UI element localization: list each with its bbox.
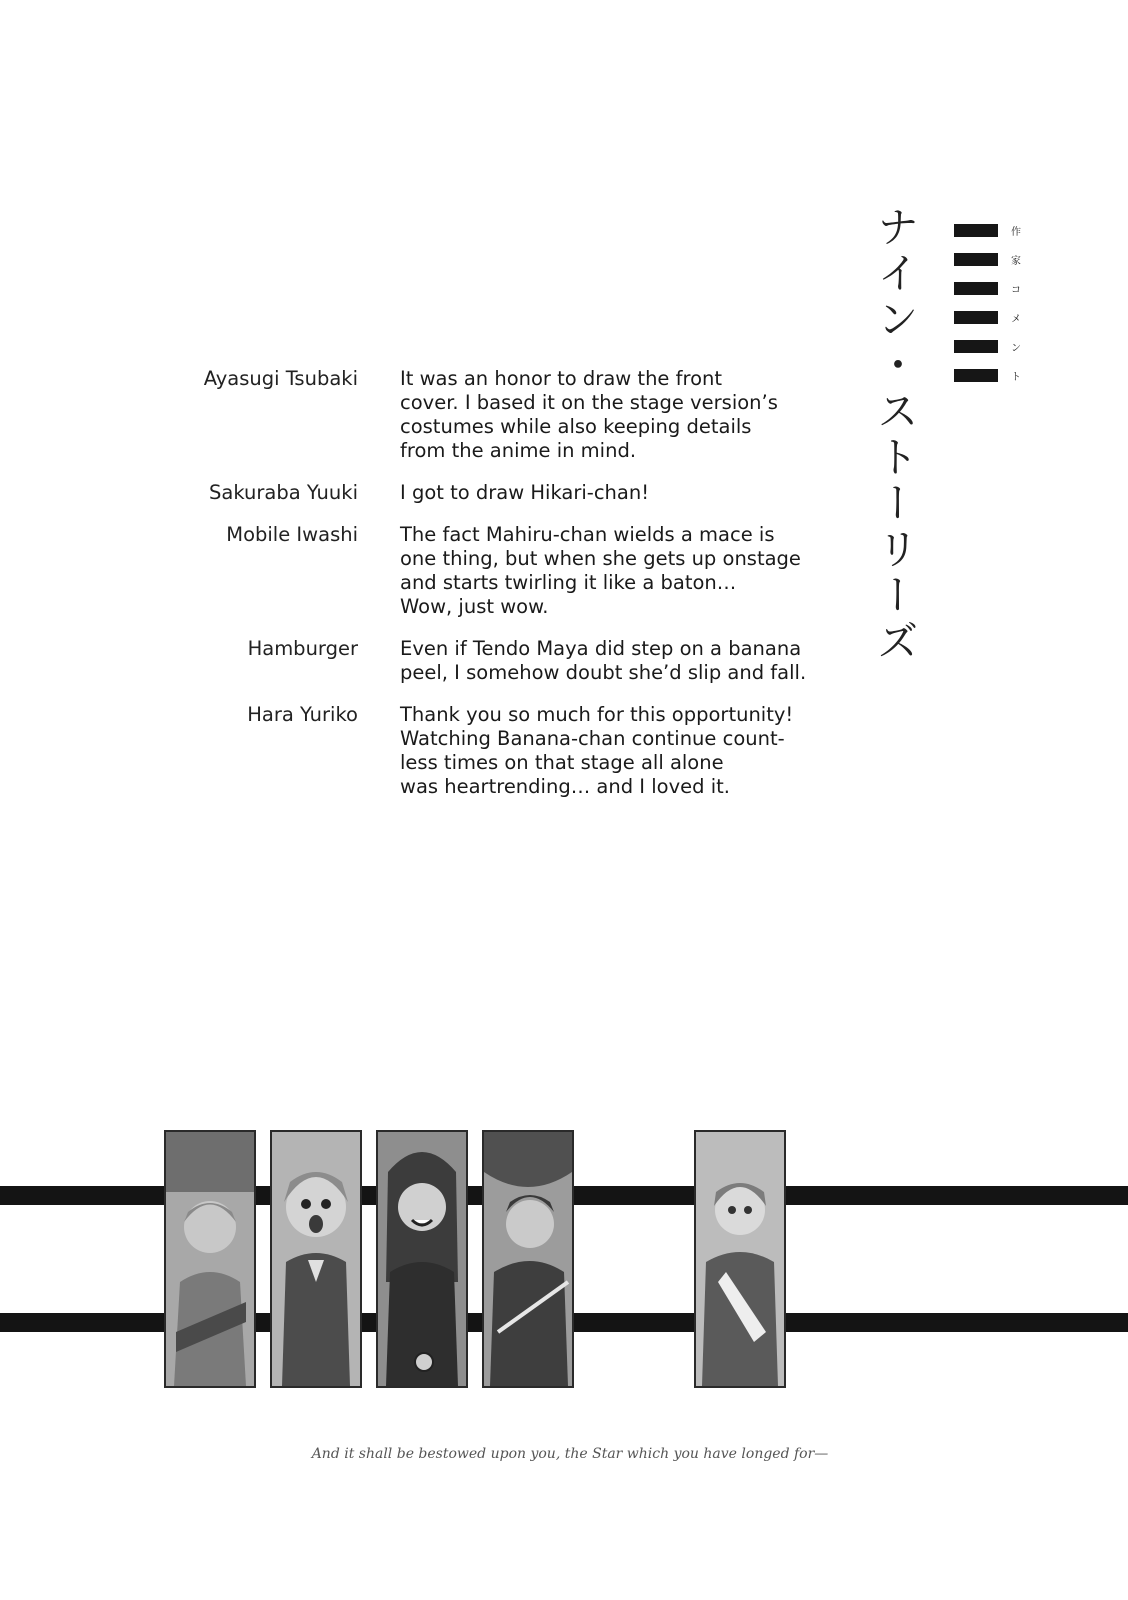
character-portrait: [376, 1130, 468, 1388]
label-bar: [954, 282, 998, 295]
character-portrait-band: [0, 1130, 1128, 1390]
comment-entry: [0, 703, 880, 799]
section-label-row: [954, 274, 1024, 303]
label-bar: [954, 369, 998, 382]
section-label-char: コ: [1011, 285, 1021, 296]
label-bar: [954, 224, 998, 237]
artist-comments: [0, 367, 880, 817]
label-bar: [954, 253, 998, 266]
artist-name: Ayasugi Tsubaki: [203, 367, 358, 390]
character-portrait: [164, 1130, 256, 1388]
section-label-char: 家: [1011, 256, 1021, 267]
tagline: And it shall be bestowed upon you, the Star which you have longed for—: [311, 1446, 829, 1462]
section-label-char: ン: [1011, 343, 1021, 354]
label-bar: [954, 311, 998, 324]
comment-entry: [0, 367, 880, 463]
comment-entry: [0, 481, 880, 505]
comment-text: The fact Mahiru-chan wields a mace is one thing, but when she gets up onstage and starts twirling it like a baton… Wow, just wow.: [400, 523, 801, 618]
comment-text: I got to draw Hikari-chan!: [400, 481, 650, 504]
artist-name: Hara Yuriko: [247, 703, 358, 726]
comment-text: Even if Tendo Maya did step on a banana peel, I somehow doubt she’d slip and fall.: [400, 637, 807, 684]
character-portrait: [482, 1130, 574, 1388]
section-label-row: [954, 245, 1024, 274]
portrait-illustration: [272, 1132, 360, 1386]
section-label-char: ト: [1011, 372, 1021, 383]
comment-text: Thank you so much for this opportunity! Watching Banana-chan continue count- less times on that stage all alone was heartrending… and I loved it.: [400, 703, 794, 798]
portrait-illustration: [378, 1132, 466, 1386]
section-label-row: [954, 303, 1024, 332]
comment-entry: [0, 523, 880, 619]
character-portrait: [270, 1130, 362, 1388]
section-label-char: 作: [1011, 227, 1021, 238]
comment-entry: [0, 637, 880, 685]
artist-name: Mobile Iwashi: [226, 523, 358, 546]
series-title: ナイン・ストーリーズ: [871, 205, 920, 665]
character-portrait: [694, 1130, 786, 1388]
section-label-char: メ: [1011, 314, 1021, 325]
artist-name: Hamburger: [247, 637, 358, 660]
label-bar: [954, 340, 998, 353]
artist-name: Sakuraba Yuuki: [209, 481, 358, 504]
section-label-row: [954, 361, 1024, 390]
section-label-row: [954, 216, 1024, 245]
comment-text: It was an honor to draw the front cover. I based it on the stage version’s costumes while also keeping details from the anime in mind.: [400, 367, 778, 462]
portrait-illustration: [484, 1132, 572, 1386]
section-label-row: [954, 332, 1024, 361]
section-label: [954, 216, 1024, 390]
portrait-illustration: [166, 1132, 254, 1386]
portrait-illustration: [696, 1132, 784, 1386]
